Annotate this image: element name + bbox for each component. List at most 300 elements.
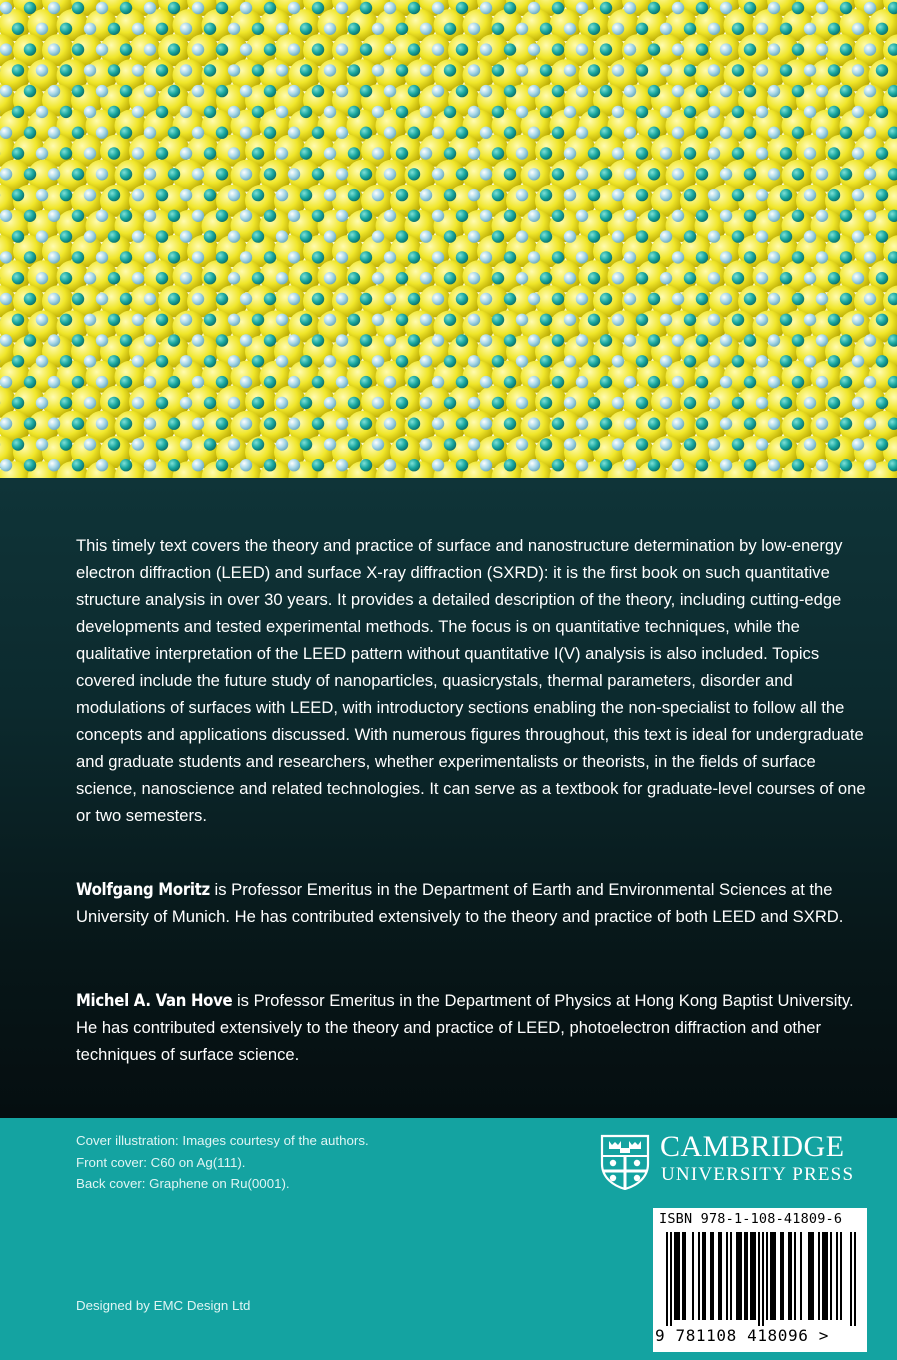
graphene-atom: [492, 189, 504, 201]
graphene-atom: [732, 397, 744, 409]
graphene-atom: [648, 459, 660, 471]
graphene-atom: [648, 376, 660, 388]
graphene-atom: [324, 189, 336, 201]
cover-credits: [76, 1130, 369, 1195]
graphene-atom: [816, 85, 828, 97]
graphene-atom: [12, 23, 24, 35]
graphene-atom: [756, 64, 768, 76]
graphene-atom: [588, 314, 600, 326]
graphene-atom: [168, 127, 180, 139]
graphene-atom: [396, 64, 408, 76]
graphene-atom: [468, 23, 480, 35]
graphene-atom: [72, 334, 84, 346]
graphene-atom: [204, 438, 216, 450]
graphene-atom: [312, 127, 324, 139]
graphene-atom: [720, 251, 732, 263]
graphene-atom: [588, 147, 600, 159]
graphene-atom: [60, 355, 72, 367]
author-name: Michel A. Van Hove: [76, 991, 233, 1010]
graphene-atom: [480, 43, 492, 55]
graphene-atom: [480, 376, 492, 388]
graphene-atom: [48, 293, 60, 305]
graphene-atom: [552, 210, 564, 222]
graphene-atom: [276, 147, 288, 159]
graphene-atom: [708, 106, 720, 118]
graphene-atom: [132, 147, 144, 159]
graphene-atom: [300, 64, 312, 76]
graphene-atom: [420, 64, 432, 76]
graphene-atom: [84, 189, 96, 201]
graphene-atom: [648, 210, 660, 222]
graphene-atom: [228, 272, 240, 284]
graphene-atom: [492, 397, 504, 409]
graphene-atom: [852, 272, 864, 284]
credit-line: Back cover: Graphene on Ru(0001).: [76, 1176, 290, 1191]
graphene-atom: [84, 397, 96, 409]
graphene-atom: [576, 2, 588, 14]
isbn-label: ISBN 978-1-108-41809-6: [659, 1211, 843, 1227]
graphene-atom: [336, 293, 348, 305]
university-crest-icon: [600, 1134, 650, 1190]
graphene-atom: [480, 2, 492, 14]
graphene-atom: [696, 2, 708, 14]
graphene-atom: [228, 64, 240, 76]
graphene-atom: [324, 314, 336, 326]
graphene-atom: [420, 272, 432, 284]
graphene-atom: [168, 43, 180, 55]
graphene-atom: [312, 210, 324, 222]
graphene-atom: [72, 127, 84, 139]
graphene-atom: [264, 459, 276, 471]
graphene-atom: [240, 85, 252, 97]
graphene-atom: [828, 355, 840, 367]
graphene-atom: [372, 189, 384, 201]
graphene-atom: [384, 127, 396, 139]
graphene-atom: [288, 2, 300, 14]
graphene-atom: [180, 272, 192, 284]
graphene-atom: [60, 314, 72, 326]
back-cover-footer: [0, 1118, 897, 1360]
graphene-atom: [480, 85, 492, 97]
graphene-atom: [612, 147, 624, 159]
graphene-atom: [276, 397, 288, 409]
graphene-atom: [564, 230, 576, 242]
graphene-atom: [612, 438, 624, 450]
graphene-atom: [60, 438, 72, 450]
graphene-atom: [876, 272, 888, 284]
graphene-atom: [684, 314, 696, 326]
graphene-atom: [252, 23, 264, 35]
graphene-atom: [756, 189, 768, 201]
graphene-atom: [384, 43, 396, 55]
graphene-atom: [852, 230, 864, 242]
graphene-atom: [624, 334, 636, 346]
graphene-atom: [540, 23, 552, 35]
graphene-atom: [720, 2, 732, 14]
graphene-atom: [504, 376, 516, 388]
graphene-atom: [396, 23, 408, 35]
graphene-atom: [336, 85, 348, 97]
graphene-atom: [312, 334, 324, 346]
graphene-atom: [216, 334, 228, 346]
graphene-atom: [144, 459, 156, 471]
barcode-bar: [826, 1232, 828, 1320]
graphene-atom: [708, 314, 720, 326]
graphene-atom: [660, 314, 672, 326]
graphene-atom: [492, 355, 504, 367]
graphene-atom: [876, 397, 888, 409]
graphene-atom: [456, 334, 468, 346]
graphene-atom: [384, 85, 396, 97]
graphene-atom: [444, 64, 456, 76]
graphene-atom: [432, 210, 444, 222]
graphene-atom: [444, 355, 456, 367]
graphene-atom: [816, 334, 828, 346]
graphene-atom: [576, 334, 588, 346]
graphene-atom: [504, 293, 516, 305]
graphene-atom: [420, 397, 432, 409]
graphene-atom: [624, 418, 636, 430]
graphene-atom: [252, 314, 264, 326]
graphene-atom: [732, 438, 744, 450]
graphene-atom: [540, 397, 552, 409]
graphene-atom: [588, 230, 600, 242]
graphene-atom: [636, 23, 648, 35]
graphene-atom: [228, 230, 240, 242]
graphene-atom: [372, 23, 384, 35]
graphene-atom: [168, 293, 180, 305]
graphene-atom: [120, 334, 132, 346]
barcode-bar: [718, 1232, 720, 1320]
graphene-atom: [504, 459, 516, 471]
graphene-atom: [276, 64, 288, 76]
graphene-atom: [732, 147, 744, 159]
graphene-atom: [324, 147, 336, 159]
graphene-atom: [792, 418, 804, 430]
graphene-atom: [372, 438, 384, 450]
graphene-atom: [564, 106, 576, 118]
graphene-atom: [132, 230, 144, 242]
barcode-bar: [808, 1232, 810, 1320]
graphene-atom: [336, 2, 348, 14]
barcode-bar: [790, 1232, 792, 1320]
graphene-atom: [396, 272, 408, 284]
graphene-atom: [780, 64, 792, 76]
graphene-atom: [24, 210, 36, 222]
graphene-atom: [780, 106, 792, 118]
graphene-atom: [600, 43, 612, 55]
graphene-atom: [672, 127, 684, 139]
barcode-bar: [782, 1232, 784, 1320]
graphene-atom: [264, 376, 276, 388]
graphene-atom: [360, 85, 372, 97]
graphene-atom: [456, 251, 468, 263]
graphene-atom: [468, 147, 480, 159]
graphene-atom: [804, 272, 816, 284]
graphene-atom: [0, 210, 12, 222]
graphene-atom: [408, 293, 420, 305]
graphene-atom: [852, 355, 864, 367]
graphene-atom: [444, 314, 456, 326]
graphene-atom: [384, 2, 396, 14]
graphene-atom: [24, 43, 36, 55]
graphene-atom: [384, 376, 396, 388]
graphene-atom: [600, 459, 612, 471]
graphene-atom: [120, 418, 132, 430]
graphene-atom: [804, 147, 816, 159]
graphene-atom: [768, 127, 780, 139]
barcode-bar: [730, 1232, 732, 1320]
graphene-atom: [228, 314, 240, 326]
graphene-atom: [228, 438, 240, 450]
graphene-atom: [12, 189, 24, 201]
graphene-atom: [648, 43, 660, 55]
graphene-atom: [324, 438, 336, 450]
graphene-atom: [60, 189, 72, 201]
graphene-atom: [288, 251, 300, 263]
graphene-atom: [144, 43, 156, 55]
graphene-atom: [252, 272, 264, 284]
graphene-atom: [768, 459, 780, 471]
graphene-atom: [744, 251, 756, 263]
graphene-atom: [36, 355, 48, 367]
graphene-atom: [216, 2, 228, 14]
graphene-atom: [576, 85, 588, 97]
graphene-atom: [792, 251, 804, 263]
graphene-atom: [684, 230, 696, 242]
graphene-atom: [816, 127, 828, 139]
graphene-atom: [168, 210, 180, 222]
graphene-atom: [504, 334, 516, 346]
graphene-atom: [756, 314, 768, 326]
graphene-atom: [60, 106, 72, 118]
graphene-atom: [108, 189, 120, 201]
graphene-atom: [660, 397, 672, 409]
graphene-atom: [672, 251, 684, 263]
graphene-atom: [324, 106, 336, 118]
graphene-atom: [216, 459, 228, 471]
graphene-atom: [420, 314, 432, 326]
graphene-atom: [744, 376, 756, 388]
graphene-atom: [828, 23, 840, 35]
graphene-atom: [384, 459, 396, 471]
graphene-atom: [708, 64, 720, 76]
graphene-atom: [36, 397, 48, 409]
graphene-atom: [792, 2, 804, 14]
graphene-atom: [108, 64, 120, 76]
graphene-atom: [804, 355, 816, 367]
graphene-atom: [480, 168, 492, 180]
graphene-atom: [864, 210, 876, 222]
graphene-atom: [756, 272, 768, 284]
graphene-atom: [588, 106, 600, 118]
graphene-atom: [240, 334, 252, 346]
graphene-atom: [348, 438, 360, 450]
graphene-atom: [504, 210, 516, 222]
graphene-atom: [540, 189, 552, 201]
graphene-atom: [420, 106, 432, 118]
graphene-atom: [456, 85, 468, 97]
graphene-atom: [744, 43, 756, 55]
graphene-atom: [96, 2, 108, 14]
graphene-atom: [816, 459, 828, 471]
graphene-atom: [468, 438, 480, 450]
graphene-atom: [444, 147, 456, 159]
graphene-atom: [864, 293, 876, 305]
graphene-atom: [180, 147, 192, 159]
barcode-bar: [684, 1232, 686, 1320]
graphene-atom: [216, 127, 228, 139]
graphene-atom: [552, 251, 564, 263]
graphene-atom: [144, 2, 156, 14]
graphene-atom: [348, 272, 360, 284]
graphene-atom: [672, 376, 684, 388]
graphene-atom: [12, 147, 24, 159]
graphene-atom: [456, 459, 468, 471]
graphene-atom: [732, 189, 744, 201]
graphene-atom: [552, 418, 564, 430]
graphene-atom: [0, 127, 12, 139]
graphene-atom: [744, 459, 756, 471]
graphene-atom: [780, 189, 792, 201]
graphene-atom: [204, 314, 216, 326]
graphene-atom: [564, 355, 576, 367]
graphene-atom: [648, 2, 660, 14]
graphene-atom: [792, 127, 804, 139]
graphene-atom: [24, 85, 36, 97]
graphene-atom: [552, 376, 564, 388]
graphene-atom: [768, 168, 780, 180]
graphene-atom: [168, 334, 180, 346]
graphene-atom: [552, 459, 564, 471]
graphene-atom: [396, 355, 408, 367]
graphene-atom: [216, 85, 228, 97]
graphene-atom: [12, 438, 24, 450]
graphene-atom: [12, 230, 24, 242]
graphene-atom: [840, 459, 852, 471]
graphene-atom: [336, 334, 348, 346]
graphene-atom: [828, 106, 840, 118]
graphene-atom: [0, 376, 12, 388]
graphene-atom: [120, 251, 132, 263]
graphene-atom: [432, 43, 444, 55]
graphene-atom: [324, 355, 336, 367]
graphene-atom: [840, 251, 852, 263]
graphene-atom: [168, 418, 180, 430]
graphene-atom: [120, 293, 132, 305]
graphene-atom: [120, 85, 132, 97]
graphene-atom: [504, 2, 516, 14]
graphene-atom: [576, 127, 588, 139]
graphene-atom: [168, 459, 180, 471]
graphene-atom: [180, 64, 192, 76]
graphene-atom: [456, 418, 468, 430]
graphene-atom: [648, 251, 660, 263]
graphene-atom: [408, 85, 420, 97]
graphene-atom: [696, 127, 708, 139]
graphene-atom: [600, 168, 612, 180]
graphene-atom: [636, 106, 648, 118]
graphene-atom: [72, 2, 84, 14]
graphene-atom: [408, 251, 420, 263]
graphene-atom: [132, 314, 144, 326]
graphene-atom: [132, 355, 144, 367]
graphene-atom: [636, 189, 648, 201]
graphene-atom: [360, 376, 372, 388]
graphene-atom: [180, 355, 192, 367]
barcode-bar: [822, 1232, 824, 1320]
graphene-atom: [432, 418, 444, 430]
graphene-atom: [468, 106, 480, 118]
graphene-atom: [852, 314, 864, 326]
graphene-atom: [396, 397, 408, 409]
graphene-atom: [192, 2, 204, 14]
graphene-atom: [600, 2, 612, 14]
graphene-atom: [672, 210, 684, 222]
graphene-atom: [372, 106, 384, 118]
graphene-atom: [696, 210, 708, 222]
graphene-atom: [348, 230, 360, 242]
graphene-atom: [120, 210, 132, 222]
graphene-atom: [636, 147, 648, 159]
barcode-bar: [746, 1232, 748, 1320]
graphene-atom: [816, 293, 828, 305]
graphene-atom: [324, 64, 336, 76]
graphene-atom: [624, 168, 636, 180]
graphene-atom: [408, 459, 420, 471]
graphene-atom: [72, 85, 84, 97]
barcode-bar: [810, 1232, 812, 1320]
graphene-atom: [576, 168, 588, 180]
graphene-atom: [576, 376, 588, 388]
barcode-bar: [772, 1232, 774, 1320]
graphene-atom: [744, 127, 756, 139]
graphene-atom: [252, 230, 264, 242]
graphene-atom: [288, 334, 300, 346]
graphene-atom: [516, 438, 528, 450]
graphene-atom: [708, 147, 720, 159]
graphene-atom: [348, 355, 360, 367]
graphene-atom: [564, 397, 576, 409]
graphene-atom: [636, 230, 648, 242]
graphene-atom: [492, 438, 504, 450]
graphene-atom: [672, 85, 684, 97]
graphene-atom: [0, 2, 12, 14]
graphene-atom: [192, 251, 204, 263]
graphene-atom: [144, 251, 156, 263]
graphene-atom: [12, 272, 24, 284]
graphene-atom: [768, 334, 780, 346]
graphene-atom: [792, 43, 804, 55]
graphene-atom: [780, 23, 792, 35]
graphene-atom: [696, 418, 708, 430]
graphene-atom: [396, 230, 408, 242]
graphene-atom: [480, 210, 492, 222]
graphene-atom: [732, 23, 744, 35]
graphene-atom: [660, 272, 672, 284]
graphene-atom: [108, 438, 120, 450]
graphene-atom: [348, 147, 360, 159]
graphene-atom: [12, 314, 24, 326]
graphene-atom: [504, 127, 516, 139]
graphene-atom: [300, 314, 312, 326]
graphene-atom: [684, 64, 696, 76]
graphene-atom: [408, 43, 420, 55]
graphene-atom: [240, 459, 252, 471]
graphene-atom: [564, 64, 576, 76]
graphene-atom: [432, 168, 444, 180]
barcode-bar: [854, 1232, 856, 1326]
